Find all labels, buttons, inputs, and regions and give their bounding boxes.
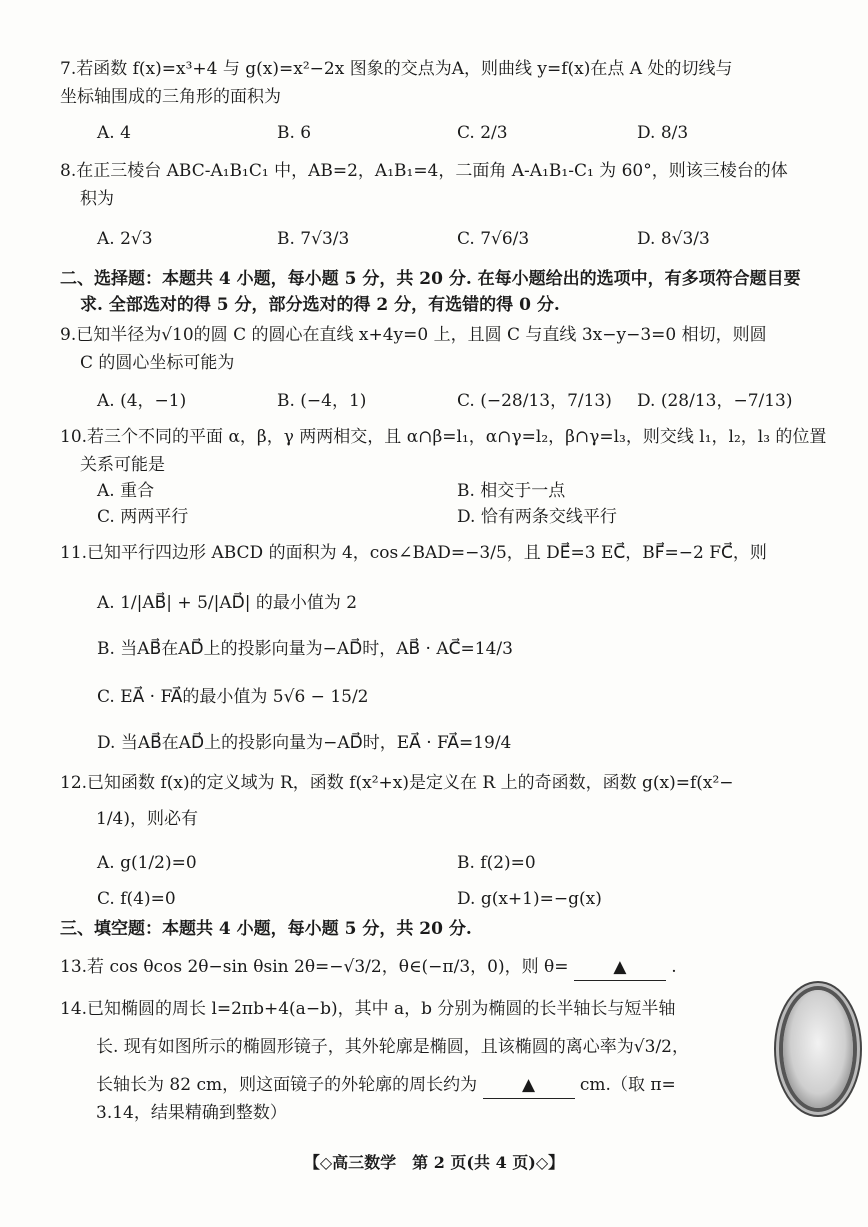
q11-option-b: B. 当AB⃗在AD⃗上的投影向量为−AD⃗时，AB⃗ · AC⃗=14/3 — [97, 639, 513, 659]
q9-option-b: B. (−4，1) — [277, 391, 367, 411]
q9-option-d: D. (28/13，−7/13) — [637, 391, 793, 411]
section2-heading-line1: 二、选择题：本题共 4 小题，每小题 5 分，共 20 分. 在每小题给出的选项中，有多项符合题目要 — [60, 269, 801, 289]
q8-stem-line2: 积为 — [80, 189, 114, 209]
q12-option-d: D. g(x+1)=−g(x) — [457, 889, 602, 909]
q10-stem-line1: 10.若三个不同的平面 α，β，γ 两两相交，且 α∩β=l₁，α∩γ=l₂，β∩γ=l₃，则交线 l₁，l₂，l₃ 的位置 — [60, 427, 827, 447]
q9-option-c: C. (−28/13，7/13) — [457, 391, 612, 411]
q11-option-d: D. 当AB⃗在AD⃗上的投影向量为−AD⃗时，EA⃗ · FA⃗=19/4 — [97, 733, 512, 753]
q10-stem-line2: 关系可能是 — [80, 455, 165, 475]
q14-line2: 长. 现有如图所示的椭圆形镜子，其外轮廓是椭圆，且该椭圆的离心率为√3/2， — [96, 1037, 689, 1057]
q13-stem: 13.若 cos θcos 2θ−sin θsin 2θ=−√3/2，θ∈(−π/3，0)，则 θ= — [60, 957, 569, 977]
q12-option-c: C. f(4)=0 — [97, 889, 176, 909]
q13-line — [60, 954, 677, 981]
q7-stem-line2: 坐标轴围成的三角形的面积为 — [60, 87, 281, 107]
page-footer: 【◇高三数学 第 2 页(共 4 页)◇】 — [303, 1153, 565, 1172]
section2-heading-line2: 求. 全部选对的得 5 分，部分选对的得 2 分，有选错的得 0 分. — [80, 295, 560, 315]
q10-option-c: C. 两两平行 — [97, 507, 189, 527]
q8-option-b: B. 7√3/3 — [277, 229, 350, 249]
q14-line1: 14.已知椭圆的周长 l=2πb+4(a−b)，其中 a，b 分别为椭圆的长半轴长与短半轴 — [60, 999, 676, 1019]
q7-stem-line1: 7.若函数 f(x)=x³+4 与 g(x)=x²−2x 图象的交点为A，则曲线 y=f(x)在点 A 处的切线与 — [60, 59, 733, 79]
q14-line3 — [96, 1072, 676, 1099]
q7-option-a: A. 4 — [97, 123, 131, 143]
q10-option-b: B. 相交于一点 — [457, 481, 566, 501]
q13-answer-blank[interactable]: ▲ — [574, 954, 666, 981]
q8-option-d: D. 8√3/3 — [637, 229, 710, 249]
q12-stem-line2: 1/4)，则必有 — [96, 809, 198, 829]
q12-option-a: A. g(1/2)=0 — [97, 853, 197, 873]
q10-option-a: A. 重合 — [97, 481, 155, 501]
q9-stem-line1: 9.已知半径为√10的圆 C 的圆心在直线 x+4y=0 上，且圆 C 与直线 3x−y−3=0 相切，则圆 — [60, 325, 767, 345]
q11-option-a: A. 1/|AB⃗| + 5/|AD⃗| 的最小值为 2 — [97, 593, 358, 613]
section3-heading: 三、填空题：本题共 4 小题，每小题 5 分，共 20 分. — [60, 919, 472, 939]
q7-option-b: B. 6 — [277, 123, 312, 143]
q10-option-d: D. 恰有两条交线平行 — [457, 507, 617, 527]
elliptical-mirror-image — [783, 990, 853, 1108]
q8-option-c: C. 7√6/3 — [457, 229, 530, 249]
q8-option-a: A. 2√3 — [97, 229, 153, 249]
q9-option-a: A. (4，−1) — [97, 391, 187, 411]
q11-stem: 11.已知平行四边形 ABCD 的面积为 4，cos∠BAD=−3/5，且 DE⃗=3 EC⃗，BF⃗=−2 FC⃗，则 — [60, 543, 767, 563]
q8-stem-line1: 8.在正三棱台 ABC-A₁B₁C₁ 中，AB=2，A₁B₁=4，二面角 A-A₁B₁-C₁ 为 60°，则该三棱台的体 — [60, 161, 788, 181]
q12-stem-line1: 12.已知函数 f(x)的定义域为 R，函数 f(x²+x)是定义在 R 上的奇函数，函数 g(x)=f(x²− — [60, 773, 734, 793]
q14-line3-pre: 长轴长为 82 cm，则这面镜子的外轮廓的周长约为 — [96, 1075, 478, 1095]
q14-line3-post: cm.（取 π= — [579, 1075, 676, 1095]
q14-answer-blank[interactable]: ▲ — [483, 1072, 575, 1099]
q11-option-c: C. EA⃗ · FA⃗的最小值为 5√6 − 15/2 — [97, 687, 369, 707]
q13-end: . — [671, 957, 677, 977]
q14-line4: 3.14，结果精确到整数） — [96, 1103, 287, 1123]
q9-stem-line2: C 的圆心坐标可能为 — [80, 353, 235, 373]
q7-option-d: D. 8/3 — [637, 123, 689, 143]
q12-option-b: B. f(2)=0 — [457, 853, 536, 873]
q7-option-c: C. 2/3 — [457, 123, 508, 143]
